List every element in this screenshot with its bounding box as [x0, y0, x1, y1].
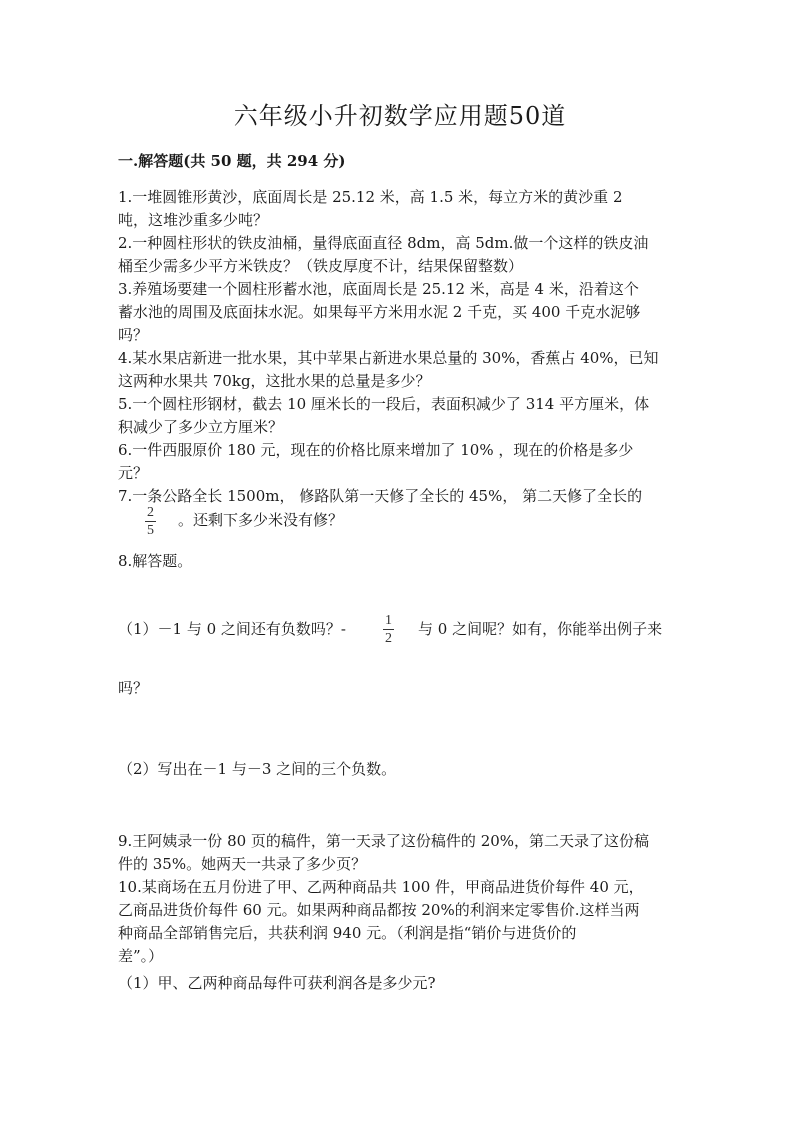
- question-line: 吨，这堆沙重多少吨？: [118, 211, 269, 229]
- question-block-9-10: [118, 830, 688, 968]
- question-2: [118, 232, 688, 278]
- question-line: 6.一件西服原价 180 元，现在的价格比原来增加了 10% ，现在的价格是多少: [118, 441, 634, 459]
- question-line: 吗？: [118, 326, 149, 344]
- question-10: [118, 876, 688, 968]
- question-line: 元？: [118, 464, 149, 482]
- question-line: 这两种水果共 70kg，这批水果的总量是多少？: [118, 372, 431, 390]
- question-line: 桶至少需多少平方米铁皮？（铁皮厚度不计，结果保留整数）: [118, 257, 524, 275]
- fraction-bar: [383, 629, 394, 630]
- question-1: [118, 186, 688, 232]
- fraction-two-fifths: [145, 505, 156, 538]
- question-line: 乙商品进货价每件 60 元。如果两种商品都按 20%的利润来定零售价.这样当两: [118, 901, 640, 919]
- question-8-part1-b: 与 0 之间呢？如有，你能举出例子来: [418, 620, 663, 638]
- question-9: [118, 830, 688, 876]
- fraction-numerator: 1: [385, 613, 392, 628]
- page-title: 六年级小升初数学应用题50道: [233, 102, 567, 130]
- question-line: 9.王阿姨录一份 80 页的稿件，第一天录了这份稿件的 20%，第二天录了这份稿: [118, 832, 650, 850]
- question-line: 种商品全部销售完后，共获利润 940 元。（利润是指“销价与进货价的: [118, 924, 577, 942]
- fraction-denominator: 5: [147, 523, 154, 538]
- question-line: 7.一条公路全长 1500m， 修路队第一天修了全长的 45%， 第二天修了全长的: [118, 487, 643, 505]
- question-line: 2.一种圆柱形状的铁皮油桶，量得底面直径 8dm，高 5dm.做一个这样的铁皮油: [118, 234, 649, 252]
- question-7: [118, 485, 688, 508]
- question-line: 3.养殖场要建一个圆柱形蓄水池，底面周长是 25.12 米，高是 4 米，沿着这个: [118, 280, 639, 298]
- fraction-one-half: [383, 613, 394, 646]
- question-line: 件的 35%。她两天一共录了多少页？: [118, 855, 367, 873]
- section-heading: 一.解答题(共 50 题，共 294 分): [118, 152, 346, 170]
- question-4: [118, 347, 688, 393]
- fraction-denominator: 2: [385, 631, 392, 646]
- question-line: 10.某商场在五月份进了甲、乙两种商品共 100 件，甲商品进货价每件 40 元，: [118, 878, 644, 896]
- question-8-heading: 8.解答题。: [118, 552, 193, 570]
- fraction-numerator: 2: [147, 505, 154, 520]
- fraction-bar: [145, 521, 156, 522]
- question-line: 5.一个圆柱形钢材，截去 10 厘米长的一段后，表面积减少了 314 平方厘米，体: [118, 395, 650, 413]
- question-6: [118, 439, 688, 485]
- question-line: 4.某水果店新进一批水果，其中苹果占新进水果总量的 30%，香蕉占 40%，已知: [118, 349, 659, 367]
- question-line: 积减少了多少立方厘米？: [118, 418, 284, 436]
- question-line: 差”。）: [118, 947, 164, 965]
- question-10-part1: （1）甲、乙两种商品每件可获利润各是多少元?: [118, 974, 436, 992]
- question-8-part2: （2）写出在－1 与－3 之间的三个负数。: [118, 760, 397, 778]
- question-block-1-7: [118, 186, 688, 508]
- question-3: [118, 278, 688, 347]
- question-5: [118, 393, 688, 439]
- question-7-tail: 。还剩下多少米没有修？: [178, 511, 344, 529]
- question-line: 1.一堆圆锥形黄沙，底面周长是 25.12 米，高 1.5 米，每立方米的黄沙重 2: [118, 188, 623, 206]
- question-line: 蓄水池的周围及底面抹水泥。如果每平方米用水泥 2 千克，买 400 千克水泥够: [118, 303, 641, 321]
- question-8-part1-c: 吗？: [118, 679, 149, 697]
- question-8-part1-a: （1）－1 与 0 之间还有负数吗？-: [118, 620, 347, 638]
